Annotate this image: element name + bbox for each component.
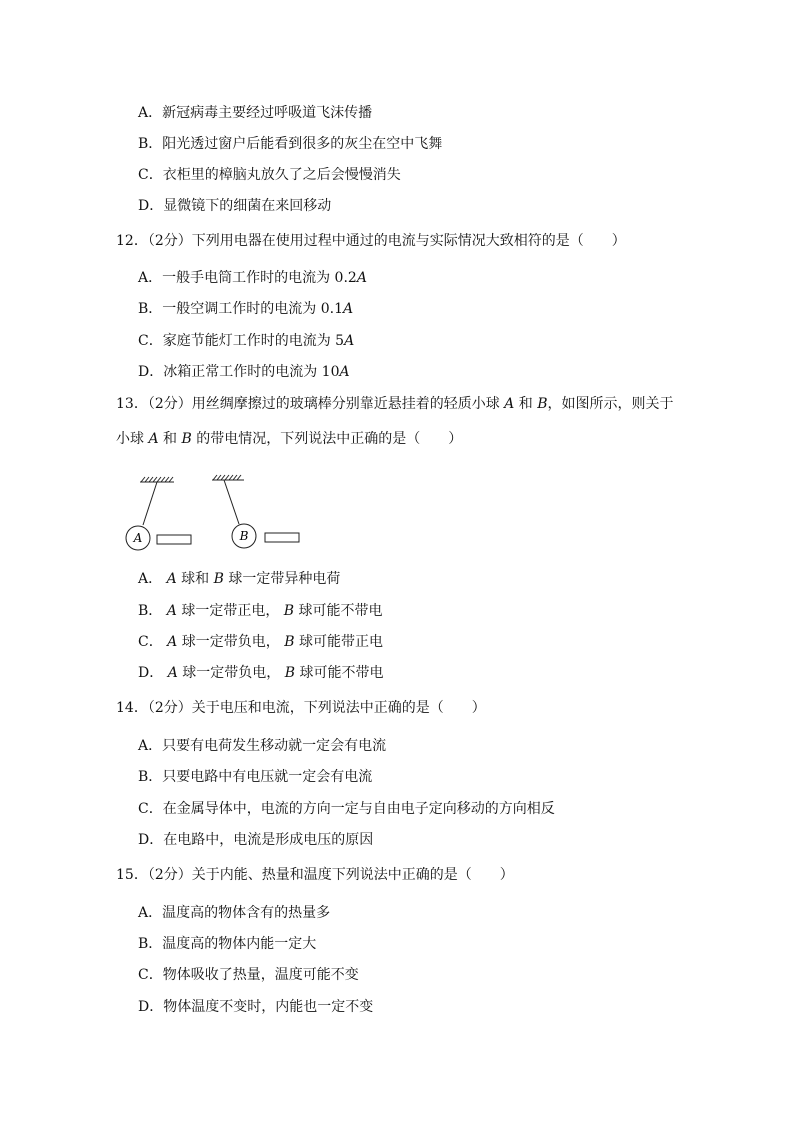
question-15-stem: 15．（2分）关于内能、热量和温度下列说法中正确的是（ ）	[116, 867, 514, 883]
glass-rod-b	[265, 533, 299, 542]
q12-option-d: D．冰箱正常工作时的电流为 10A	[138, 364, 350, 380]
ceiling-mount-a	[140, 477, 174, 482]
prev-option-d: D．显微镜下的细菌在来回移动	[138, 198, 332, 214]
q13-option-b: B． A 球一定带正电， B 球可能不带电	[138, 603, 383, 619]
q13-option-d: D． A 球一定带负电， B 球可能不带电	[138, 665, 384, 681]
q13-option-c: C． A 球一定带负电， B 球可能带正电	[138, 634, 383, 650]
q15-option-c: C．物体吸收了热量，温度可能不变	[138, 967, 359, 983]
glass-rod-a	[157, 535, 191, 544]
q12-option-b: B．一般空调工作时的电流为 0.1A	[138, 301, 354, 317]
thread-a	[143, 482, 157, 525]
question-14-stem: 14．（2分）关于电压和电流，下列说法中正确的是（ ）	[116, 700, 486, 716]
q15-option-d: D．物体温度不变时，内能也一定不变	[138, 999, 374, 1015]
thread-b	[224, 480, 239, 524]
q12-option-c: C．家庭节能灯工作时的电流为 5A	[138, 333, 355, 349]
q14-option-a: A．只要有电荷发生移动就一定会有电流	[138, 738, 387, 754]
question-13-stem-line1: 13．（2分）用丝绸摩擦过的玻璃棒分别靠近悬挂着的轻质小球 A 和 B，如图所示，则关于	[116, 396, 674, 412]
prev-option-b: B．阳光透过窗户后能看到很多的灰尘在空中飞舞	[138, 136, 443, 152]
question-12-stem: 12．（2分）下列用电器在使用过程中通过的电流与实际情况大致相符的是（ ）	[116, 233, 626, 249]
ball-b-label: B	[239, 529, 249, 543]
ceiling-mount-b	[212, 475, 244, 480]
q12-option-a: A．一般手电筒工作时的电流为 0.2A	[138, 270, 367, 286]
q15-option-b: B．温度高的物体内能一定大	[138, 936, 317, 952]
prev-option-a: A．新冠病毒主要经过呼吸道飞沫传播	[138, 105, 373, 121]
prev-option-c: C．衣柜里的樟脑丸放久了之后会慢慢消失	[138, 167, 401, 183]
question-13-stem-line2: 小球 A 和 B 的带电情况，下列说法中正确的是（ ）	[116, 431, 463, 447]
ball-a-label: A	[133, 531, 143, 545]
suspended-balls-figure	[116, 470, 316, 555]
q13-option-a: A． A 球和 B 球一定带异种电荷	[138, 571, 341, 587]
q14-option-d: D．在电路中，电流是形成电压的原因	[138, 832, 374, 848]
q14-option-c: C．在金属导体中，电流的方向一定与自由电子定向移动的方向相反	[138, 801, 555, 817]
q15-option-a: A．温度高的物体含有的热量多	[138, 905, 331, 921]
q14-option-b: B．只要电路中有电压就一定会有电流	[138, 769, 373, 785]
